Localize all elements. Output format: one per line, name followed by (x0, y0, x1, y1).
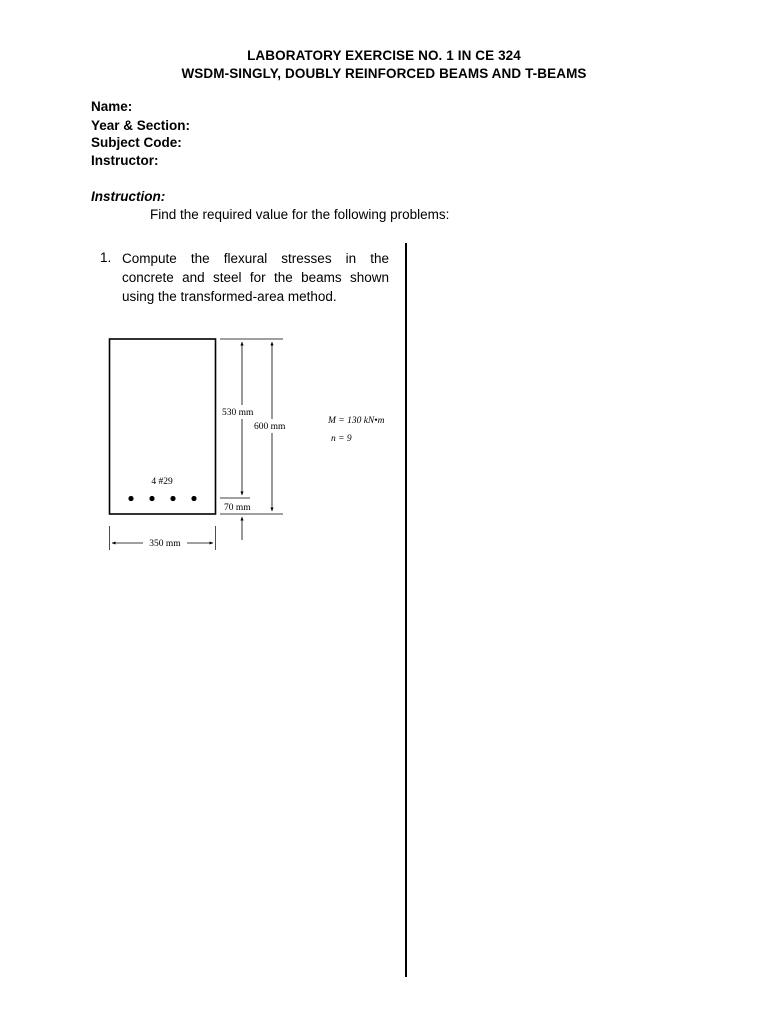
rebar-group (128, 496, 196, 501)
title-line-2: WSDM-SINGLY, DOUBLY REINFORCED BEAMS AND T-BEAMS (181, 66, 587, 81)
rebar-dot (191, 496, 196, 501)
beam-section-outline (110, 339, 216, 514)
field-instructor-label: Instructor: (91, 153, 159, 168)
rebar-dot (149, 496, 154, 501)
problem-number: 1. (100, 250, 112, 265)
field-name-label: Name: (91, 99, 133, 114)
dim-label-width: 350 mm (149, 539, 181, 549)
field-year-section-label: Year & Section: (91, 118, 191, 133)
dim-label-cover: 70 mm (224, 503, 251, 513)
modular-ratio-label: n = 9 (331, 434, 352, 444)
moment-label: M = 130 kN•m (328, 416, 385, 426)
rebar-dot (128, 496, 133, 501)
title-line-1: LABORATORY EXERCISE NO. 1 IN CE 324 (247, 48, 521, 63)
instruction-text: Find the required value for the following problems: (150, 207, 450, 222)
beam-cross-section-figure (100, 330, 410, 560)
problem-text: Compute the flexural stresses in the concrete and steel for the beams shown using the transformed-area method. (122, 251, 389, 304)
instruction-heading: Instruction: (91, 189, 166, 204)
dim-label-total-depth: 600 mm (254, 422, 286, 432)
field-subject-code-label: Subject Code: (91, 135, 182, 150)
rebar-label: 4 #29 (151, 477, 173, 487)
rebar-dot (170, 496, 175, 501)
dim-label-effective-depth: 530 mm (222, 408, 254, 418)
